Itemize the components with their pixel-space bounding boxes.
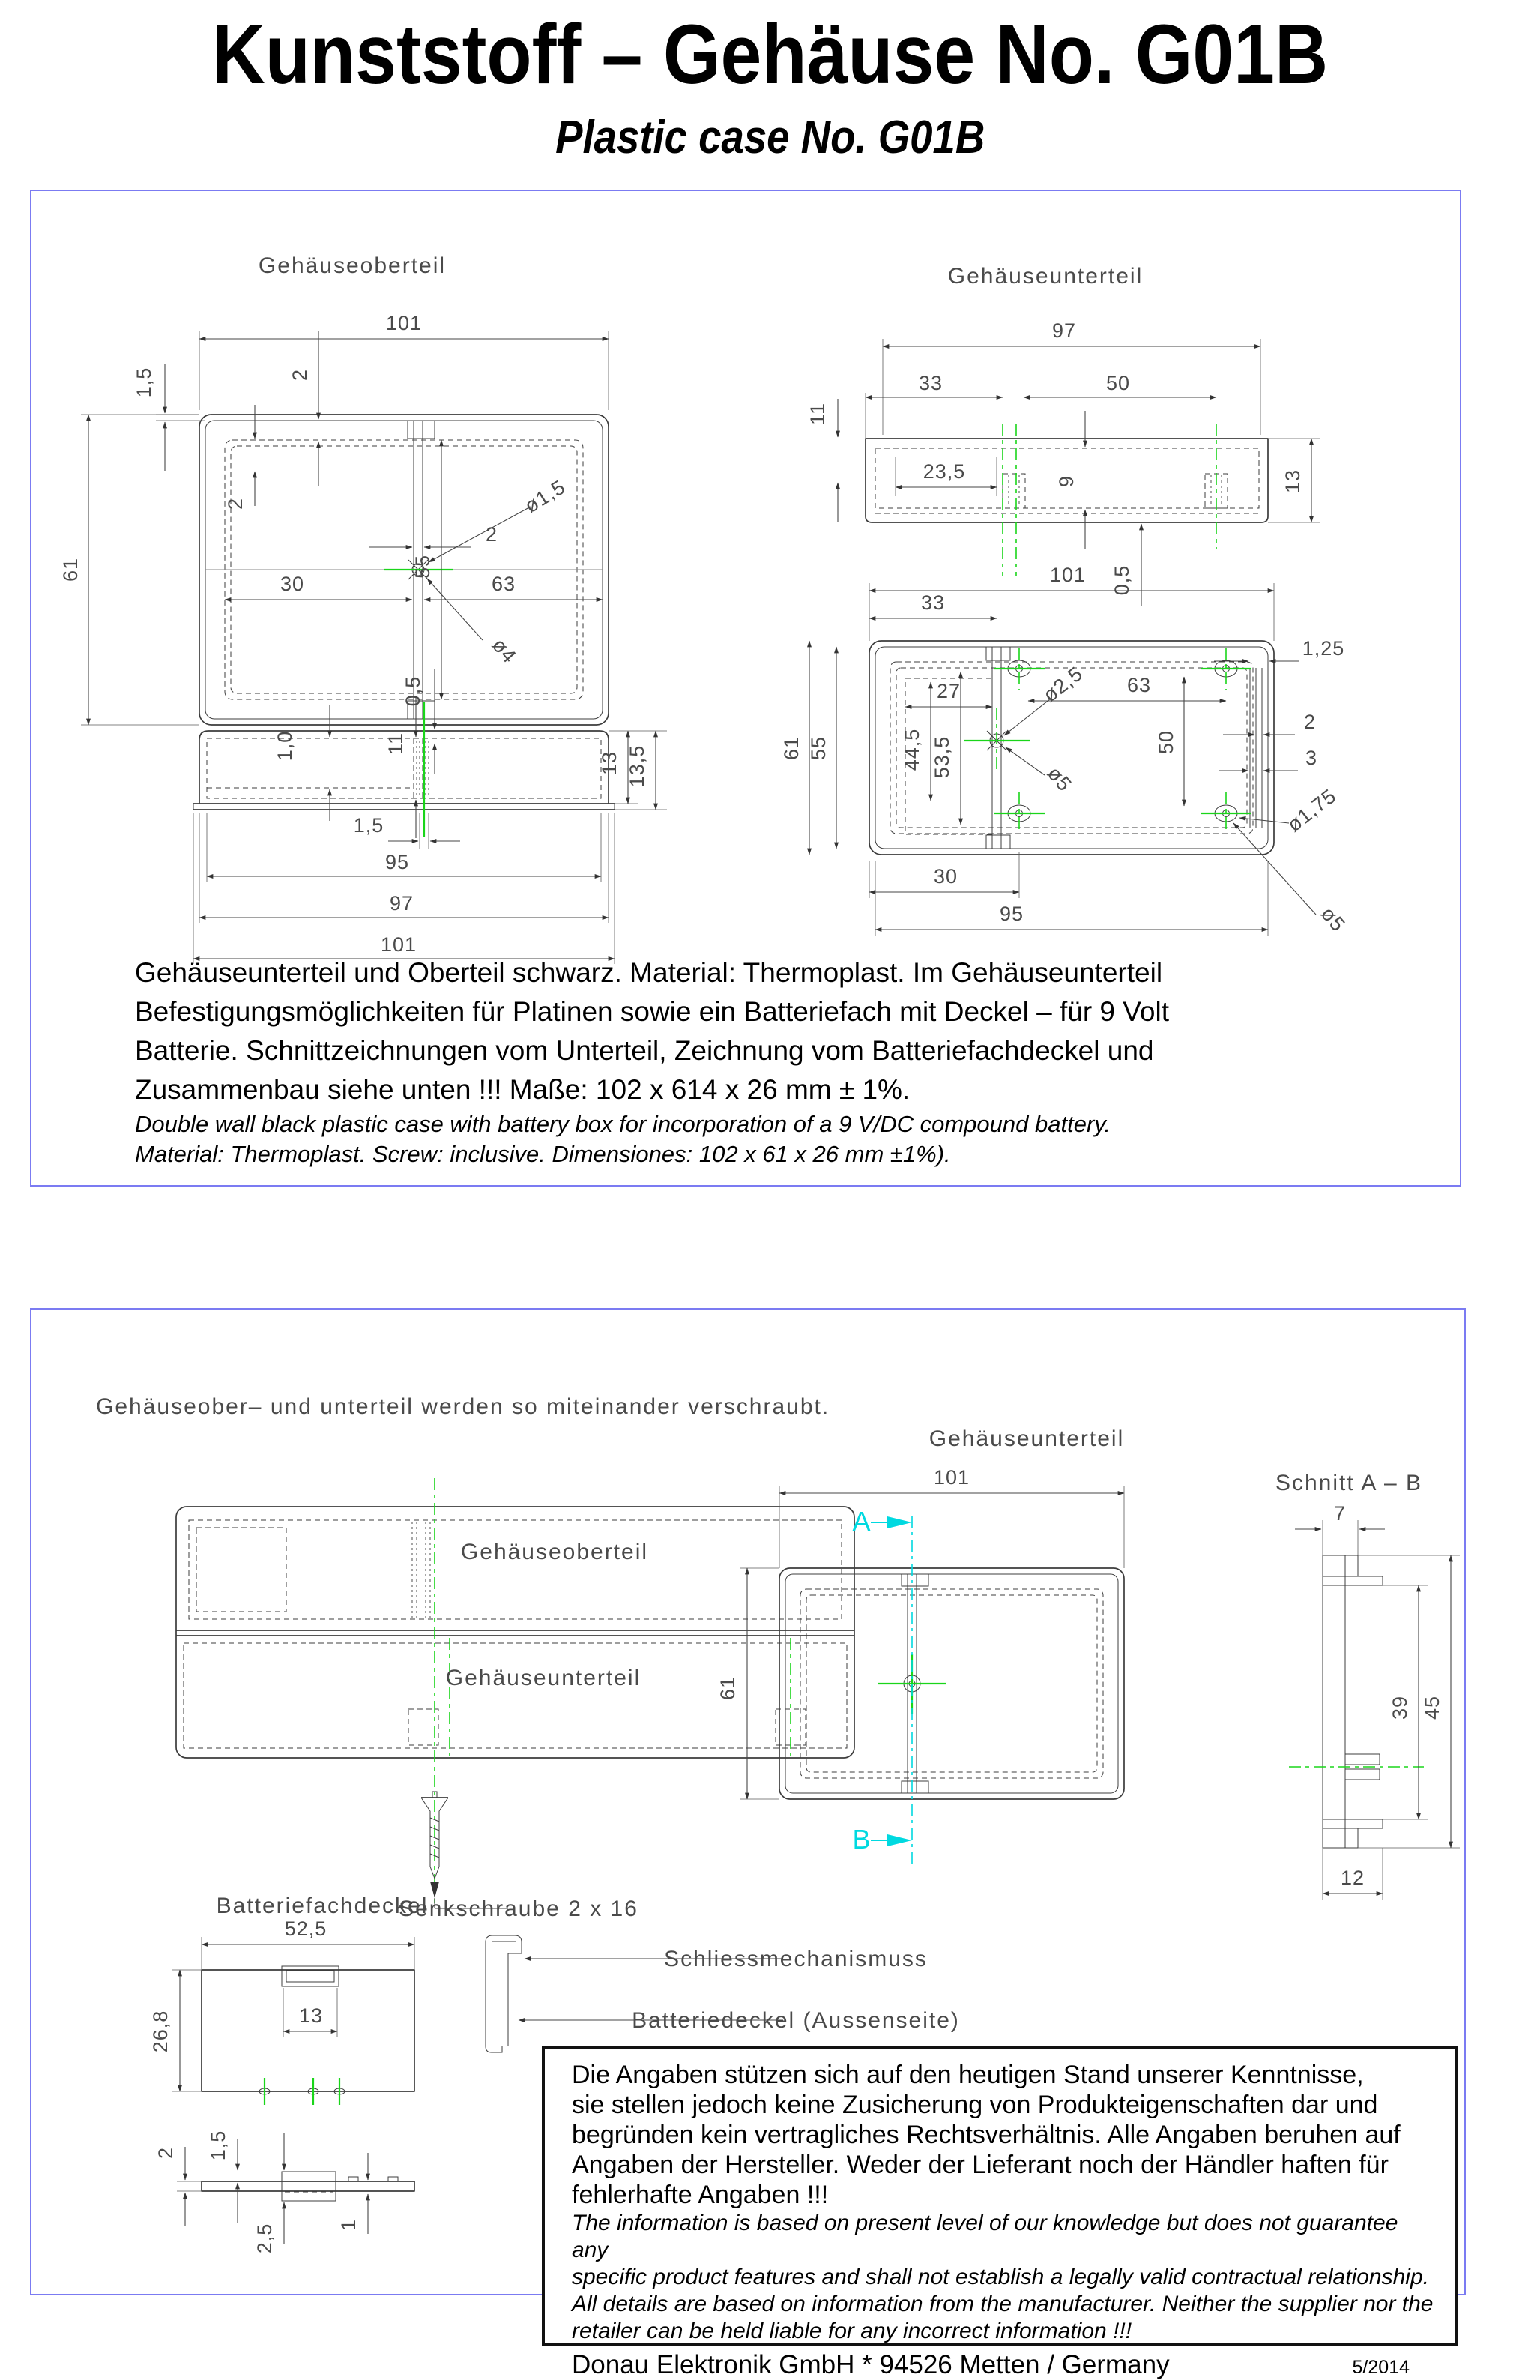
dim-deckel-t3: 2,5	[253, 2223, 276, 2254]
dim-us-depth: 9	[1055, 475, 1078, 488]
section-marker-b: B	[852, 1824, 872, 1855]
oberteil-side-dimensions	[193, 669, 667, 964]
dim-op-hole1: ø1,5	[520, 475, 570, 518]
dim-os-wall: 0,5	[402, 675, 424, 707]
dim-us-l1: 33	[918, 372, 943, 394]
dim-os-h1: 13	[598, 750, 620, 776]
dim-up-pocket: 27	[936, 680, 961, 702]
plan2-outline	[779, 1516, 1124, 1867]
dim-up-wa: 1,25	[1302, 637, 1345, 660]
disclaimer-de-line: Angaben der Hersteller. Weder der Lieferant noch der Händler haften für	[572, 2151, 1389, 2179]
dim-up-hole2: ø5	[1042, 762, 1077, 796]
dim-up-w: 101	[1049, 564, 1087, 586]
dim-up-wc: 3	[1305, 747, 1318, 769]
unterteil-plan2-drawing	[704, 1424, 1229, 1994]
schnitt-title: Schnitt A – B	[1275, 1471, 1423, 1495]
oberteil-side-drawing	[45, 660, 689, 982]
center-hole	[964, 708, 1030, 774]
dim-op-rib2: 2	[289, 368, 311, 382]
dim-up-ih: 55	[807, 735, 830, 761]
plan2-dimensions	[716, 1466, 1124, 1799]
description-en-line: Material: Thermoplast. Screw: inclusive. Dimensiones: 102 x 61 x 26 mm ±1%).	[135, 1141, 951, 1167]
lid-profile-outline	[486, 1935, 522, 2052]
dim-schnitt-inner: 39	[1389, 1695, 1411, 1720]
dim-deckel-t1: 2	[154, 2146, 177, 2160]
assembly-caption: Gehäuseober– und unterteil werden so miteinander verschraubt.	[96, 1394, 830, 1419]
disclaimer-en-line: The information is based on present level of our knowledge but does not guarantee any	[572, 2211, 1398, 2262]
deckel-plan-dimensions	[149, 1917, 414, 2091]
section-markers	[852, 1506, 912, 1855]
dim-op-rib1: 2	[224, 497, 247, 510]
dim-op-gap: 2	[485, 523, 498, 546]
dim-deckel-h: 26,8	[149, 2010, 172, 2053]
dim-op-hole2: ø4	[487, 633, 522, 668]
description-de-line: Befestigungsmöglichkeiten für Platinen sowie ein Batteriefach mit Deckel – für 9 Volt	[135, 996, 1170, 1027]
dim-us-pocket: 23,5	[923, 460, 966, 483]
dim-schnitt-t: 7	[1333, 1502, 1347, 1525]
disclaimer-en-line: specific product features and shall not establish a legally valid contractual relationship.	[572, 2265, 1429, 2289]
dim-up-hole3: ø1,75	[1283, 784, 1341, 837]
dim-op-right: 63	[491, 573, 516, 595]
dim-os-pocket: 1,0	[274, 730, 296, 762]
label-oberteil: Gehäuseoberteil	[258, 253, 447, 278]
deckel-title: Batteriefachdeckel	[216, 1894, 429, 1918]
section-drawing	[1199, 1424, 1529, 1964]
assembly-label-top: Gehäuseoberteil	[460, 1540, 649, 1564]
dim-op-width: 101	[385, 312, 423, 334]
dim-us-edge: 11	[806, 402, 829, 426]
dim-schnitt-outer: 45	[1421, 1695, 1443, 1720]
dim-os-depth: 11	[384, 732, 407, 756]
dim-os-w3: 101	[380, 933, 417, 956]
dim-up-v: 50	[1155, 729, 1177, 755]
plan-title: Gehäuseunterteil	[928, 1427, 1125, 1451]
page-subtitle: Plastic case No. G01B	[555, 112, 985, 163]
label-lid-outside: Batteriedeckel (Aussenseite)	[632, 2008, 960, 2033]
dim-deckel-t4: 1	[337, 2218, 360, 2232]
oberteil-side-outline	[193, 702, 615, 837]
dim-up-b1: 44,5	[901, 728, 923, 771]
dim-up-bl: 30	[933, 865, 958, 888]
dim-deckel-w: 52,5	[284, 1917, 327, 1940]
description-en-line: Double wall black plastic case with battery box for incorporation of a 9 V/DC compound battery.	[135, 1111, 1111, 1137]
unterteil-plan-dimensions	[780, 564, 1350, 936]
disclaimer-de-line: begründen kein vertragliches Rechtsverhältnis. Alle Angaben beruhen auf	[572, 2121, 1401, 2149]
disclaimer-de-line: fehlerhafte Angaben !!!	[572, 2181, 829, 2209]
company-footer: Donau Elektronik GmbH * 94526 Metten / Germany	[572, 2350, 1170, 2379]
label-unterteil: Gehäuseunterteil	[947, 264, 1144, 289]
dim-up-b2: 53,5	[931, 735, 953, 779]
screw-boss	[1201, 648, 1251, 690]
dim-up-h: 61	[780, 735, 803, 761]
description-text	[135, 953, 1409, 1169]
dim-deckel-t2: 1,5	[207, 2130, 229, 2161]
lid-profile-callouts	[519, 1947, 960, 2033]
screw-boss	[1201, 792, 1251, 834]
deckel-plan-outline	[202, 1966, 414, 2105]
disclaimer-en-line: All details are based on information from the manufacturer. Neither the supplier nor the	[572, 2292, 1434, 2316]
dim-op-wall: 1,5	[133, 367, 155, 398]
dim-os-rib: 1,5	[353, 814, 384, 837]
disclaimer-de-line: sie stellen jedoch keine Zusicherung von Produkteigenschaften dar und	[572, 2091, 1378, 2119]
dim-us-l2: 50	[1105, 372, 1131, 394]
disclaimer-box	[542, 2046, 1458, 2379]
dim-plan2-h: 61	[716, 1675, 739, 1701]
description-de-line: Zusammenbau siehe unten !!! Maße: 102 x 614 x 26 mm ± 1%.	[135, 1074, 911, 1105]
dim-op-inner-h: 55	[411, 554, 434, 579]
dim-up-bw: 95	[999, 903, 1024, 925]
dim-plan2-w: 101	[933, 1466, 970, 1489]
description-de-line: Gehäuseunterteil und Oberteil schwarz. Material: Thermoplast. Im Gehäuseunterteil	[135, 957, 1163, 988]
assembly-label-bottom: Gehäuseunterteil	[445, 1666, 641, 1690]
deckel-side-outline	[202, 2172, 414, 2201]
dim-us-h: 13	[1281, 469, 1304, 494]
dim-op-left: 30	[280, 573, 305, 595]
section-arrow-b	[887, 1834, 912, 1846]
description-de-line: Batterie. Schnittzeichnungen vom Unterteil, Zeichnung vom Batteriefachdeckel und	[135, 1035, 1154, 1066]
section-marker-a: A	[852, 1506, 872, 1537]
label-mechanism: Schliessmechanismuss	[664, 1947, 928, 1971]
page-title: Kunststoff – Gehäuse No. G01B	[211, 7, 1329, 101]
dim-up-span: 63	[1126, 674, 1152, 696]
dim-up-wb: 2	[1303, 711, 1317, 733]
dim-os-w2: 97	[389, 892, 414, 915]
section-arrow-a	[887, 1516, 912, 1528]
dim-up-l: 33	[920, 591, 946, 614]
dim-op-height: 61	[59, 557, 82, 582]
section-dimensions	[1295, 1502, 1460, 1900]
dim-schnitt-b: 12	[1340, 1867, 1365, 1889]
dim-us-wall: 0,5	[1111, 564, 1133, 596]
dim-up-hole1: ø2,5	[1039, 662, 1087, 707]
unterteil-plan-drawing	[764, 525, 1521, 1019]
date-footer: 5/2014	[1352, 2357, 1410, 2378]
dim-os-w1: 95	[384, 851, 410, 873]
screw-label: Senkschraube 2 x 16	[399, 1897, 638, 1921]
dim-os-h2: 13,5	[626, 744, 648, 788]
disclaimer-en-line: retailer can be held liable for any incorrect information !!!	[572, 2319, 1132, 2343]
disclaimer-de-line: Die Angaben stützen sich auf den heutigen Stand unserer Kenntnisse,	[572, 2061, 1364, 2089]
dim-up-hole4: ø5	[1316, 902, 1350, 936]
dim-deckel-tab: 13	[298, 2004, 324, 2027]
dim-us-w: 97	[1051, 319, 1077, 342]
